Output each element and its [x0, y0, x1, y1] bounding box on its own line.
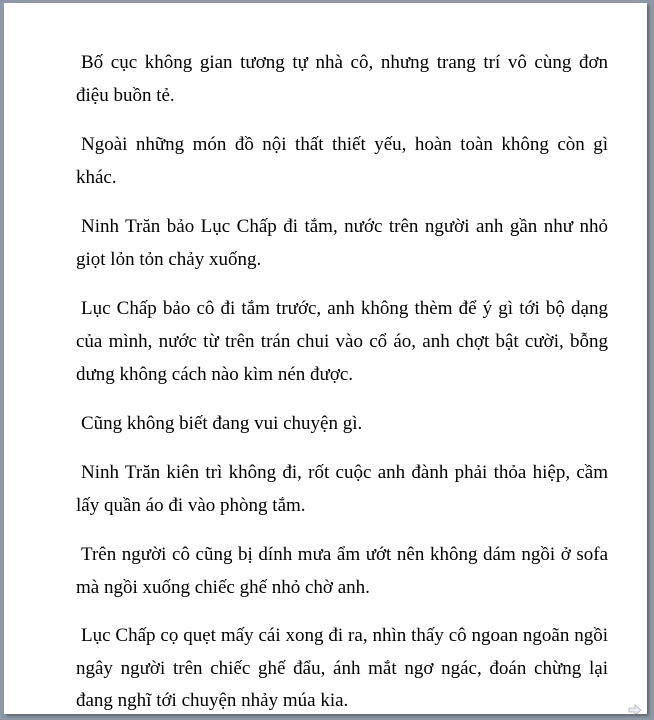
paragraph-5: Cũng không biết đang vui chuyện gì. [81, 413, 363, 434]
paragraph-8: Lục Chấp cọ quẹt mấy cái xong đi ra, nhìn thấy cô ngoan ngoãn ngồi ngây người trên chiếc ghế đẩu, ánh mắt ngơ ngác, đoán chừng lại đang nghĩ tới chuyện nhảy múa kia. [76, 625, 608, 711]
document-body [76, 46, 608, 714]
page-navigation-icon[interactable] [628, 704, 642, 716]
paragraph-2: Ngoài những món đồ nội thất thiết yếu, hoàn toàn không còn gì khác. [76, 134, 608, 188]
paragraph-4: Lục Chấp bảo cô đi tắm trước, anh không thèm để ý gì tới bộ dạng của mình, nước từ trên trán chui vào cổ áo, anh chợt bật cười, bỗng dưng không cách nào kìm nén được. [76, 298, 608, 385]
paragraph-6: Ninh Trăn kiên trì không đi, rốt cuộc anh đành phải thỏa hiệp, cầm lấy quần áo đi vào phòng tắm. [76, 462, 608, 516]
paragraph-3: Ninh Trăn bảo Lục Chấp đi tắm, nước trên người anh gần như nhỏ giọt lỏn tỏn chảy xuống. [76, 216, 608, 270]
paragraph-7: Trên người cô cũng bị dính mưa ẩm ướt nên không dám ngồi ở sofa mà ngồi xuống chiếc ghế nhỏ chờ anh. [76, 544, 608, 598]
paragraph-1: Bố cục không gian tương tự nhà cô, nhưng trang trí vô cùng đơn điệu buồn tẻ. [76, 52, 608, 106]
document-page [4, 3, 647, 714]
